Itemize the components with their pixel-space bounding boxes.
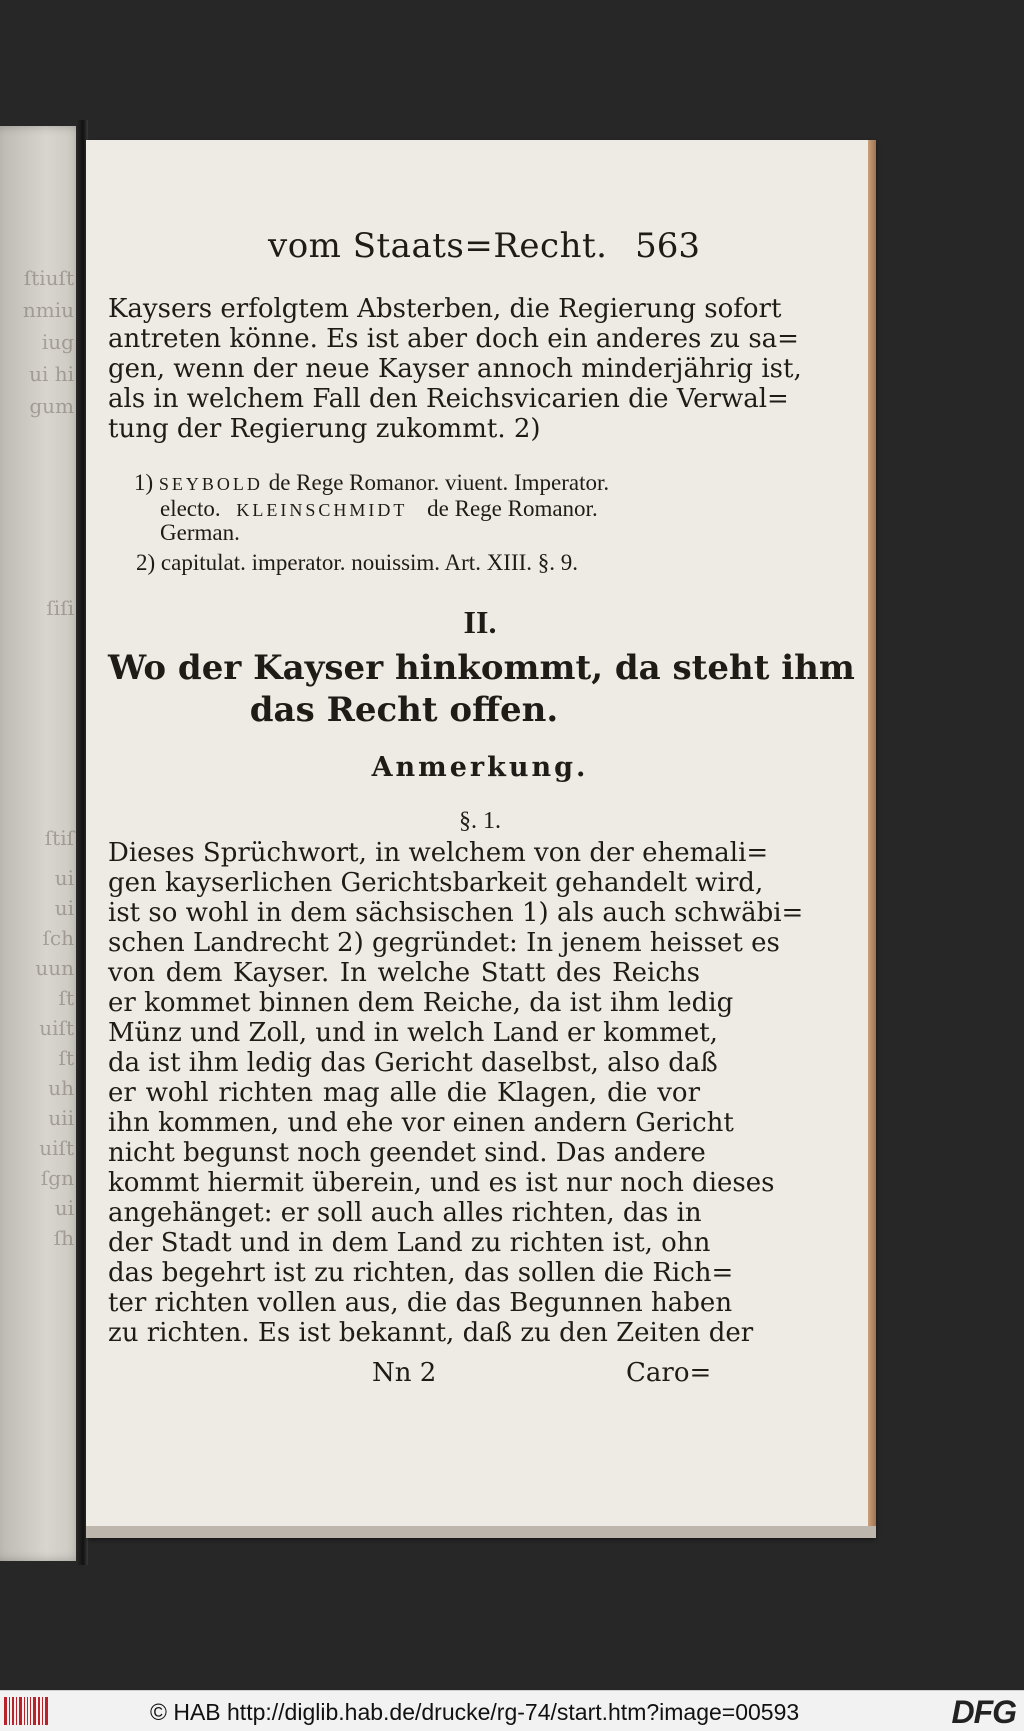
footnote-text: electo. <box>160 496 221 521</box>
section-heading-line-1: Wo der Kayser hinkommt, da steht ihm <box>108 648 855 688</box>
text-line: Dieses Sprüchwort, in welchem von der ehemali= <box>108 838 769 868</box>
text-line: der Stadt und in dem Land zu richten ist, ohn <box>108 1228 711 1258</box>
footnote-author: KLEINSCHMIDT <box>236 500 408 520</box>
text-line: da ist ihm ledig das Gericht daselbst, also daß <box>108 1048 718 1078</box>
barcode-icon <box>4 1697 48 1725</box>
text-line: tung der Regierung zukommt. 2) <box>108 414 541 444</box>
footnote-1-line-2 <box>160 496 732 523</box>
text-line: er kommet binnen dem Reiche, da ist ihm ledig <box>108 988 734 1018</box>
text-line: angehänget: er soll auch alles richten, das in <box>108 1198 702 1228</box>
footnote-author: SEYBOLD <box>158 474 263 494</box>
page-bottom-edge <box>86 1526 876 1538</box>
footnote-text: de Rege Romanor. viuent. Imperator. <box>268 470 610 495</box>
paragraph-mark: §. 1. <box>459 808 501 834</box>
page-edge <box>868 140 876 1538</box>
text-line: das begehrt ist zu richten, das sollen die Rich= <box>108 1258 734 1288</box>
signature-mark: Nn 2 <box>372 1358 437 1388</box>
text-line: er wohl richten mag alle die Klagen, die vor <box>108 1078 700 1108</box>
source-link[interactable]: © HAB http://diglib.hab.de/drucke/rg-74/start.htm?image=00593 <box>150 1699 800 1725</box>
catchword: Caro= <box>626 1358 712 1388</box>
text-line: ihn kommen, und ehe vor einen andern Gericht <box>108 1108 734 1138</box>
text-line: antreten könne. Es ist aber doch ein anderes zu sa= <box>108 324 799 354</box>
section-heading-line-2: das Recht offen. <box>249 690 559 730</box>
footnote-2: 2) capitulat. imperator. nouissim. Art. XIII. §. 9. <box>136 550 579 575</box>
page-number: 563 <box>635 226 700 266</box>
footer-bar <box>0 1690 1024 1731</box>
text-line: nicht begunst noch geendet sind. Das andere <box>108 1138 706 1168</box>
facing-page-edge: ſtiuſt nmiu iug ui hi gum ſiſi ſtiſ ui ui ſch uun ſt uiſt ſt uh uii uiſt ſgn ui ſh <box>0 126 84 1561</box>
text-line: gen, wenn der neue Kayser annoch minderjährig ist, <box>108 354 802 384</box>
text-line: ist so wohl in dem sächsischen 1) als auch schwäbi= <box>108 898 804 928</box>
footnote-1-line-3: German. <box>160 520 240 545</box>
text-line: von dem Kayser. In welche Statt des Reichs <box>108 958 700 988</box>
remark-title: Anmerkung. <box>371 752 589 783</box>
footnote-text: de Rege Romanor. <box>427 496 598 521</box>
text-line: ter richten vollen aus, die das Begunnen haben <box>108 1288 733 1318</box>
text-line: Münz und Zoll, und in welch Land er kommet, <box>108 1018 718 1048</box>
section-number: II. <box>463 604 497 640</box>
dfg-logo: DFG <box>951 1694 1016 1730</box>
text-line: schen Landrecht 2) gegründet: In jenem heisset es <box>108 928 780 958</box>
running-title: vom Staats=Recht. <box>268 226 608 266</box>
text-line: gen kayserlichen Gerichtsbarkeit gehandelt wird, <box>108 868 764 898</box>
footnote-1-line-1 <box>134 470 706 497</box>
text-line: Kaysers erfolgtem Absterben, die Regierung sofort <box>108 294 782 324</box>
running-head <box>180 222 700 278</box>
footnote-marker: 1) <box>134 470 154 495</box>
text-line: zu richten. Es ist bekannt, daß zu den Zeiten der <box>108 1318 754 1348</box>
text-line: als in welchem Fall den Reichsvicarien die Verwal= <box>108 384 789 414</box>
text-line: kommt hiermit überein, und es ist nur noch dieses <box>108 1168 775 1198</box>
